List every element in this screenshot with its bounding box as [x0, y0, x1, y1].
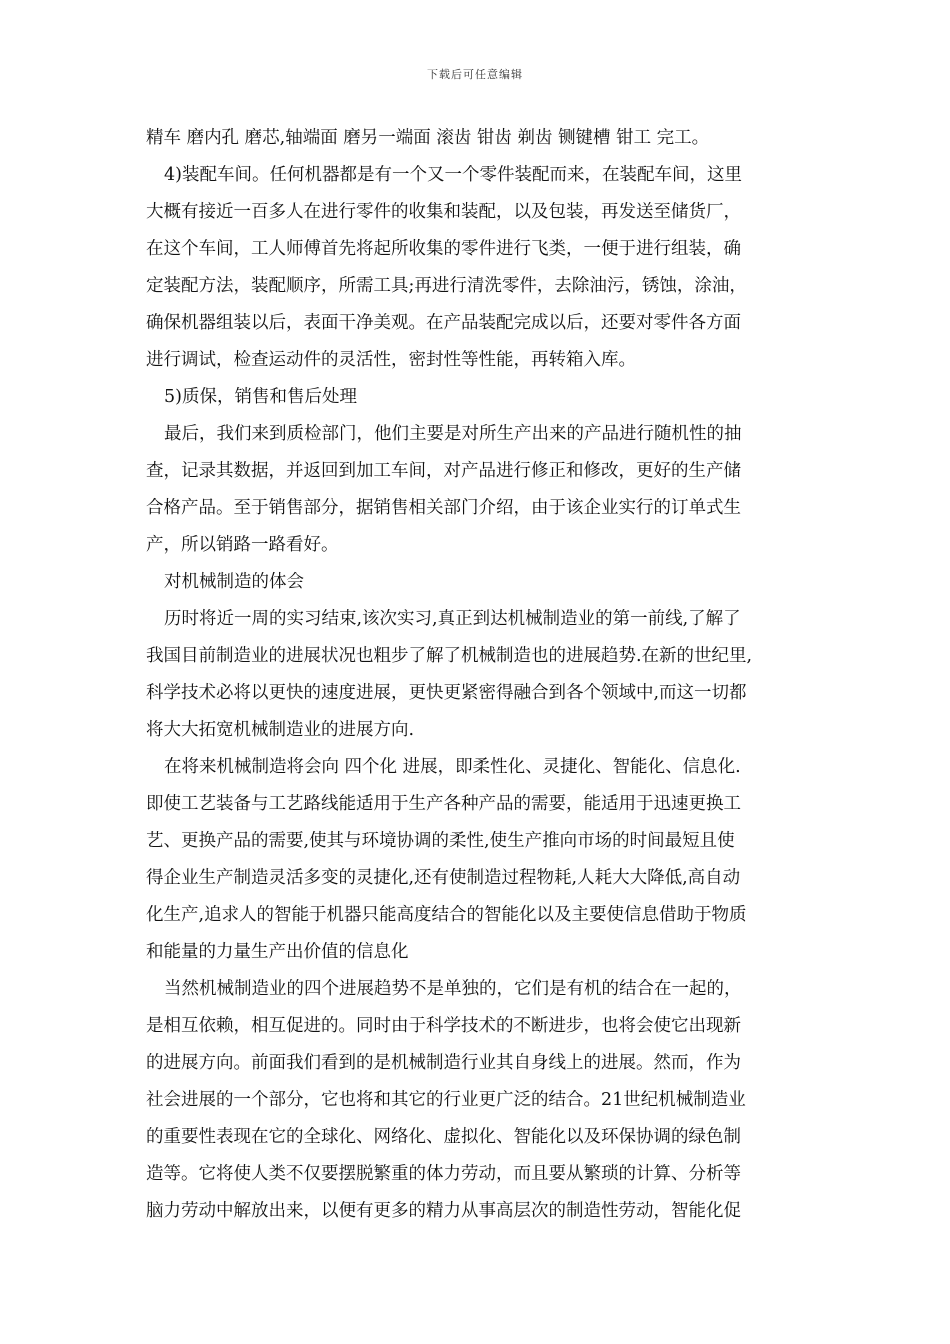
text-line: 脑力劳动中解放出来，以便有更多的精力从事高层次的制造性劳动，智能化促 [146, 1201, 741, 1221]
text-line: 查，记录其数据，并返回到加工车间，对产品进行修正和修改，更好的生产储 [146, 461, 741, 481]
text-line: 科学技术必将以更快的速度进展，更快更紧密得融合到各个领域中,而这一切都 [146, 683, 747, 703]
text-line: 合格产品。至于销售部分，据销售相关部门介绍，由于该企业实行的订单式生 [146, 498, 741, 518]
text-line: 定装配方法，装配顺序，所需工具;再进行清洗零件，去除油污，锈蚀，涂油， [146, 276, 747, 296]
text-line: 社会进展的一个部分，它也将和其它的行业更广泛的结合。21世纪机械制造业 [146, 1090, 746, 1110]
text-line: 艺、更换产品的需要,使其与环境协调的柔性,使生产推向市场的时间最短且使 [146, 831, 735, 851]
text-line: 是相互依赖，相互促进的。同时由于科学技术的不断进步，也将会使它出现新 [146, 1016, 741, 1036]
text-line: 和能量的力量生产出价值的信息化 [146, 942, 409, 962]
text-line: 我国目前制造业的进展状况也粗步了解了机械制造也的进展趋势.在新的世纪里, [146, 646, 753, 666]
text-line: 确保机器组装以后，表面干净美观。在产品装配完成以后，还要对零件各方面 [146, 313, 741, 333]
text-line: 造等。它将使人类不仅要摆脱繁重的体力劳动，而且要从繁琐的计算、分析等 [146, 1164, 741, 1184]
text-line: 在这个车间，工人师傅首先将起所收集的零件进行飞类，一便于进行组装，确 [146, 239, 741, 259]
body-text [146, 120, 814, 1230]
text-line: 大概有接近一百多人在进行零件的收集和装配，以及包装，再发送至储货厂， [146, 202, 741, 222]
section-heading: 对机械制造的体会 [164, 572, 304, 592]
text-line: 即使工艺装备与工艺路线能适用于生产各种产品的需要，能适用于迅速更换工 [146, 794, 741, 814]
text-line: 精车 磨内孔 磨芯,轴端面 磨另一端面 滚齿 钳齿 剃齿 铡键槽 钳工 完工。 [146, 128, 710, 148]
text-line: 将大大拓宽机械制造业的进展方向. [146, 720, 415, 740]
text-line: 得企业生产制造灵活多变的灵捷化,还有使制造过程物耗,人耗大大降低,高自动 [146, 868, 741, 888]
text-line: 最后，我们来到质检部门，他们主要是对所生产出来的产品进行随机性的抽 [164, 424, 742, 444]
text-line: 的进展方向。前面我们看到的是机械制造行业其自身线上的进展。然而，作为 [146, 1053, 741, 1073]
text-line: 在将来机械制造将会向 四个化 进展，即柔性化、灵捷化、智能化、信息化. [164, 757, 741, 777]
text-line: 产，所以销路一路看好。 [146, 535, 339, 555]
text-line: 4)装配车间。任何机器都是有一个又一个零件装配而来，在装配车间，这里 [164, 165, 742, 185]
text-line: 当然机械制造业的四个进展趋势不是单独的，它们是有机的结合在一起的， [164, 979, 742, 999]
header-note: 下载后可任意编辑 [427, 68, 523, 81]
text-line: 历时将近一周的实习结束,该次实习,真正到达机械制造业的第一前线,了解了 [164, 609, 741, 629]
text-line: 化生产,追求人的智能于机器只能高度结合的智能化以及主要使信息借助于物质 [146, 905, 747, 925]
text-line: 的重要性表现在它的全球化、网络化、虚拟化、智能化以及环保协调的绿色制 [146, 1127, 741, 1147]
section-heading: 5)质保，销售和售后处理 [164, 387, 357, 407]
text-line: 进行调试，检查运动件的灵活性，密封性等性能，再转箱入库。 [146, 350, 636, 370]
